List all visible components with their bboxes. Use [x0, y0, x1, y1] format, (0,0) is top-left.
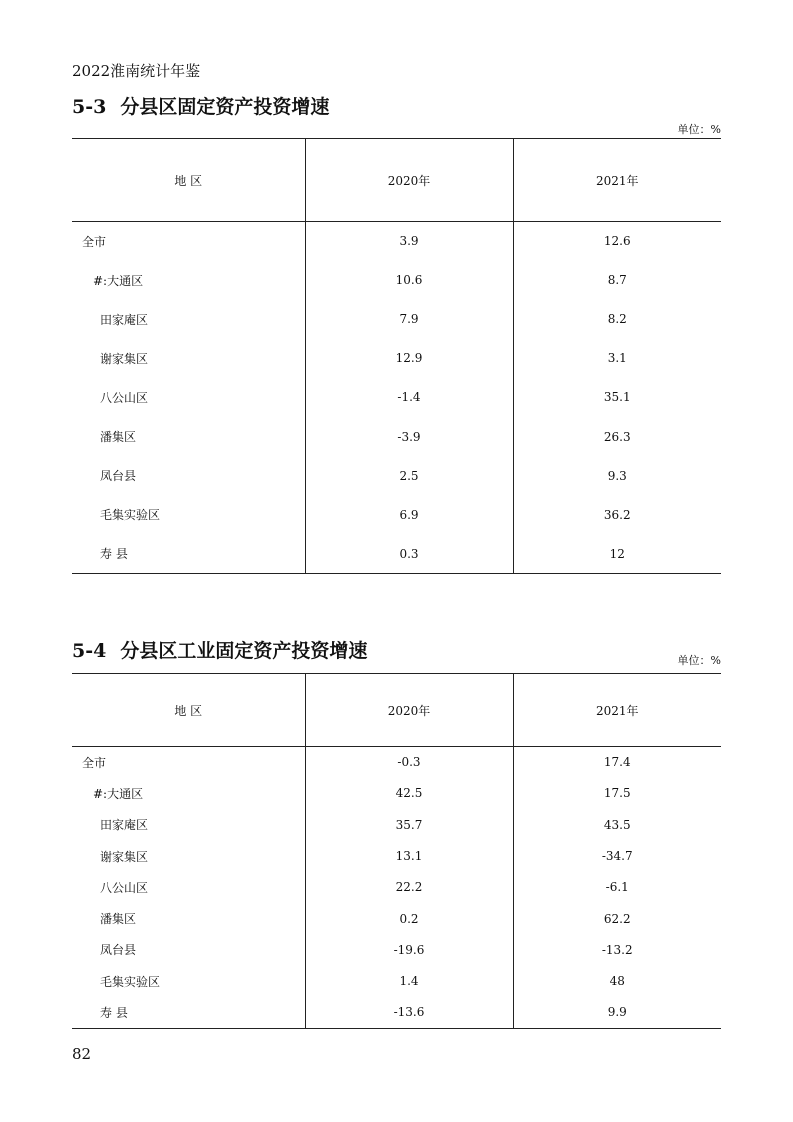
region-cell: 凤台县 [100, 469, 137, 484]
header-region: 地 区 [174, 173, 203, 188]
value-2021-cell: 17.5 [513, 778, 721, 809]
value-2021-cell: 8.2 [513, 300, 721, 339]
value-2020-cell: 0.3 [305, 534, 513, 573]
region-cell: 田家庵区 [100, 312, 149, 327]
region-cell: 谢家集区 [100, 351, 149, 366]
value-2021-cell: 9.3 [513, 456, 721, 495]
table-row [72, 534, 721, 573]
region-cell: #:大通区 [93, 786, 144, 801]
header-2021: 2021年 [513, 674, 721, 747]
table-number: 5-3 [72, 96, 107, 118]
value-2020-cell: -0.3 [305, 747, 513, 778]
table-row [72, 809, 721, 840]
table-row [72, 378, 721, 417]
table-body [72, 222, 721, 574]
value-2021-cell: 48 [513, 966, 721, 997]
region-cell: 凤台县 [100, 943, 137, 958]
table-body [72, 747, 721, 1029]
table-row [72, 300, 721, 339]
table-title-text: 分县区工业固定资产投资增速 [120, 640, 368, 662]
table-5-4-title [72, 636, 367, 663]
header-region: 地 区 [174, 703, 203, 718]
region-cell: 潘集区 [100, 912, 137, 927]
value-2021-cell: 3.1 [513, 339, 721, 378]
region-cell: 全市 [82, 234, 107, 249]
value-2020-cell: 2.5 [305, 456, 513, 495]
region-cell: 潘集区 [100, 430, 137, 445]
region-cell: 谢家集区 [100, 849, 149, 864]
region-cell: #:大通区 [93, 273, 144, 288]
table-row [72, 997, 721, 1028]
value-2020-cell: 13.1 [305, 840, 513, 871]
value-2021-cell: 12 [513, 534, 721, 573]
value-2020-cell: 7.9 [305, 300, 513, 339]
value-2021-cell: -6.1 [513, 872, 721, 903]
table-row [72, 840, 721, 871]
header-row [72, 674, 721, 747]
value-2020-cell: 0.2 [305, 903, 513, 934]
header-2020: 2020年 [305, 674, 513, 747]
value-2020-cell: 42.5 [305, 778, 513, 809]
value-2021-cell: 9.9 [513, 997, 721, 1028]
table-row [72, 417, 721, 456]
region-cell: 寿 县 [100, 1005, 128, 1020]
value-2020-cell: 12.9 [305, 339, 513, 378]
value-2020-cell: -19.6 [305, 934, 513, 965]
table-row [72, 495, 721, 534]
value-2020-cell: -13.6 [305, 997, 513, 1028]
region-cell: 八公山区 [100, 390, 149, 405]
value-2021-cell: 8.7 [513, 261, 721, 300]
value-2020-cell: -1.4 [305, 378, 513, 417]
region-cell: 全市 [82, 755, 107, 770]
header-2020: 2020年 [305, 139, 513, 222]
table-5-3-title [72, 92, 329, 119]
region-cell: 寿 县 [100, 547, 128, 562]
value-2020-cell: 10.6 [305, 261, 513, 300]
header-2021: 2021年 [513, 139, 721, 222]
table-title-text: 分县区固定资产投资增速 [120, 96, 330, 118]
table-5-4 [72, 673, 721, 1029]
value-2021-cell: 35.1 [513, 378, 721, 417]
page-number: 82 [72, 1045, 92, 1063]
value-2021-cell: 43.5 [513, 809, 721, 840]
region-cell: 毛集实验区 [100, 974, 161, 989]
table-row [72, 261, 721, 300]
value-2020-cell: 3.9 [305, 222, 513, 261]
value-2020-cell: -3.9 [305, 417, 513, 456]
value-2020-cell: 6.9 [305, 495, 513, 534]
value-2021-cell: -34.7 [513, 840, 721, 871]
value-2020-cell: 1.4 [305, 966, 513, 997]
table-5-3 [72, 138, 721, 574]
table-row [72, 966, 721, 997]
table-row [72, 456, 721, 495]
region-cell: 田家庵区 [100, 818, 149, 833]
table-row [72, 222, 721, 261]
table-row [72, 339, 721, 378]
table-row [72, 872, 721, 903]
value-2021-cell: 17.4 [513, 747, 721, 778]
value-2020-cell: 22.2 [305, 872, 513, 903]
table-row [72, 747, 721, 778]
region-cell: 毛集实验区 [100, 508, 161, 523]
table-number: 5-4 [72, 640, 107, 662]
unit-label: 单位：% [677, 654, 721, 667]
value-2021-cell: 62.2 [513, 903, 721, 934]
unit-label: 单位：% [677, 123, 721, 136]
value-2021-cell: 26.3 [513, 417, 721, 456]
table-row [72, 934, 721, 965]
yearbook-title: 2022淮南统计年鉴 [72, 62, 201, 80]
table-row [72, 778, 721, 809]
table-row [72, 903, 721, 934]
value-2021-cell: 12.6 [513, 222, 721, 261]
region-cell: 八公山区 [100, 880, 149, 895]
value-2021-cell: -13.2 [513, 934, 721, 965]
value-2020-cell: 35.7 [305, 809, 513, 840]
value-2021-cell: 36.2 [513, 495, 721, 534]
header-row [72, 139, 721, 222]
